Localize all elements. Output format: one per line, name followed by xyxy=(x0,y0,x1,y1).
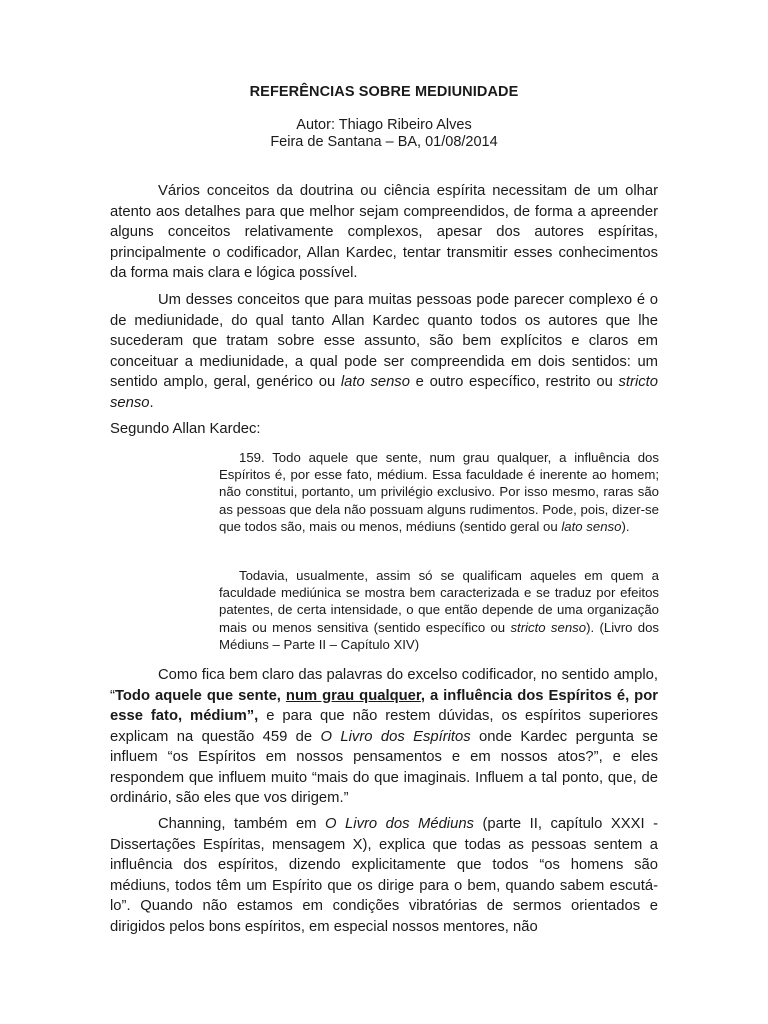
quote-1: 159. Todo aquele que sente, num grau qualquer, a influência dos Espíritos é, por esse fato, médium. Essa faculdade é inerente ao homem; não constitui, portanto, um privilégio exclusivo. Por isso mesmo, raras são as pessoas que dela não possuam alguns rudimentos. Pode, pois, dizer-se que todos são, mais ou menos, médiuns (sentido geral ou lato senso). xyxy=(219,450,659,534)
paragraph-1: Vários conceitos da doutrina ou ciência espírita necessitam de um olhar atento aos detalhes para que melhor sejam compreendidos, de forma a apreender alguns conceitos relativamente complexos, apesar dos autores espíritas, principalmente o codificador, Allan Kardec, tentar transmitir esses conhecimentos da forma mais clara e lógica possível. xyxy=(110,183,658,281)
quote-2: Todavia, usualmente, assim só se qualificam aqueles em quem a faculdade mediúnica se mostra bem caracterizada e se traduz por efeitos patentes, de certa intensidade, o que então depende de uma organização mais ou menos sensitiva (sentido específico ou stricto senso). (Livro dos Médiuns – Parte II – Capítulo XIV) xyxy=(219,568,660,652)
paragraph-4: Como fica bem claro das palavras do excelso codificador, no sentido amplo, “Todo aquele que sente, num grau qualquer, a influência dos Espíritos é, por esse fato, médium”, e para que não restem dúvidas, os espíritos superiores explicam na questão 459 de O Livro dos Espíritos onde Kardec pergunta se influem “os Espíritos em nossos pensamentos e em nossos atos?”, e eles respondem que influem muito “mais do que imaginais. Influem a tal ponto, que, de ordinário, são eles que vos dirigem.” xyxy=(110,667,658,806)
paragraph-2: Um desses conceitos que para muitas pessoas pode parecer complexo é o de mediunidade, do qual tanto Allan Kardec quanto todos os autores que lhe sucederam que tratam sobre esse assunto, são bem explícitos e claros em conceituar a mediunidade, a qual pode ser compreendida em dois sentidos: um sentido amplo, geral, genérico ou lato senso e outro específico, restrito ou stricto senso. xyxy=(110,292,658,411)
author-line: Autor: Thiago Ribeiro Alves xyxy=(296,117,472,133)
document-title: REFERÊNCIAS SOBRE MEDIUNIDADE xyxy=(249,84,519,100)
place-date: Feira de Santana – BA, 01/08/2014 xyxy=(270,134,498,150)
paragraph-3: Segundo Allan Kardec: xyxy=(110,421,261,437)
author-block xyxy=(0,117,768,151)
paragraph-5: Channing, também em O Livro dos Médiuns (parte II, capítulo XXXI - Dissertações Espíritas, mensagem X), explica que todas as pessoas sentem a influência dos espíritos, dizendo explicitamente que todos “os homens são médiuns, todos têm um Espírito que os dirige para o bem, quando sabem escutá-lo”. Quando não estamos em condições vibratórias de sermos orientados e dirigidos pelos bons espíritos, em especial nossos mentores, não xyxy=(110,816,658,935)
